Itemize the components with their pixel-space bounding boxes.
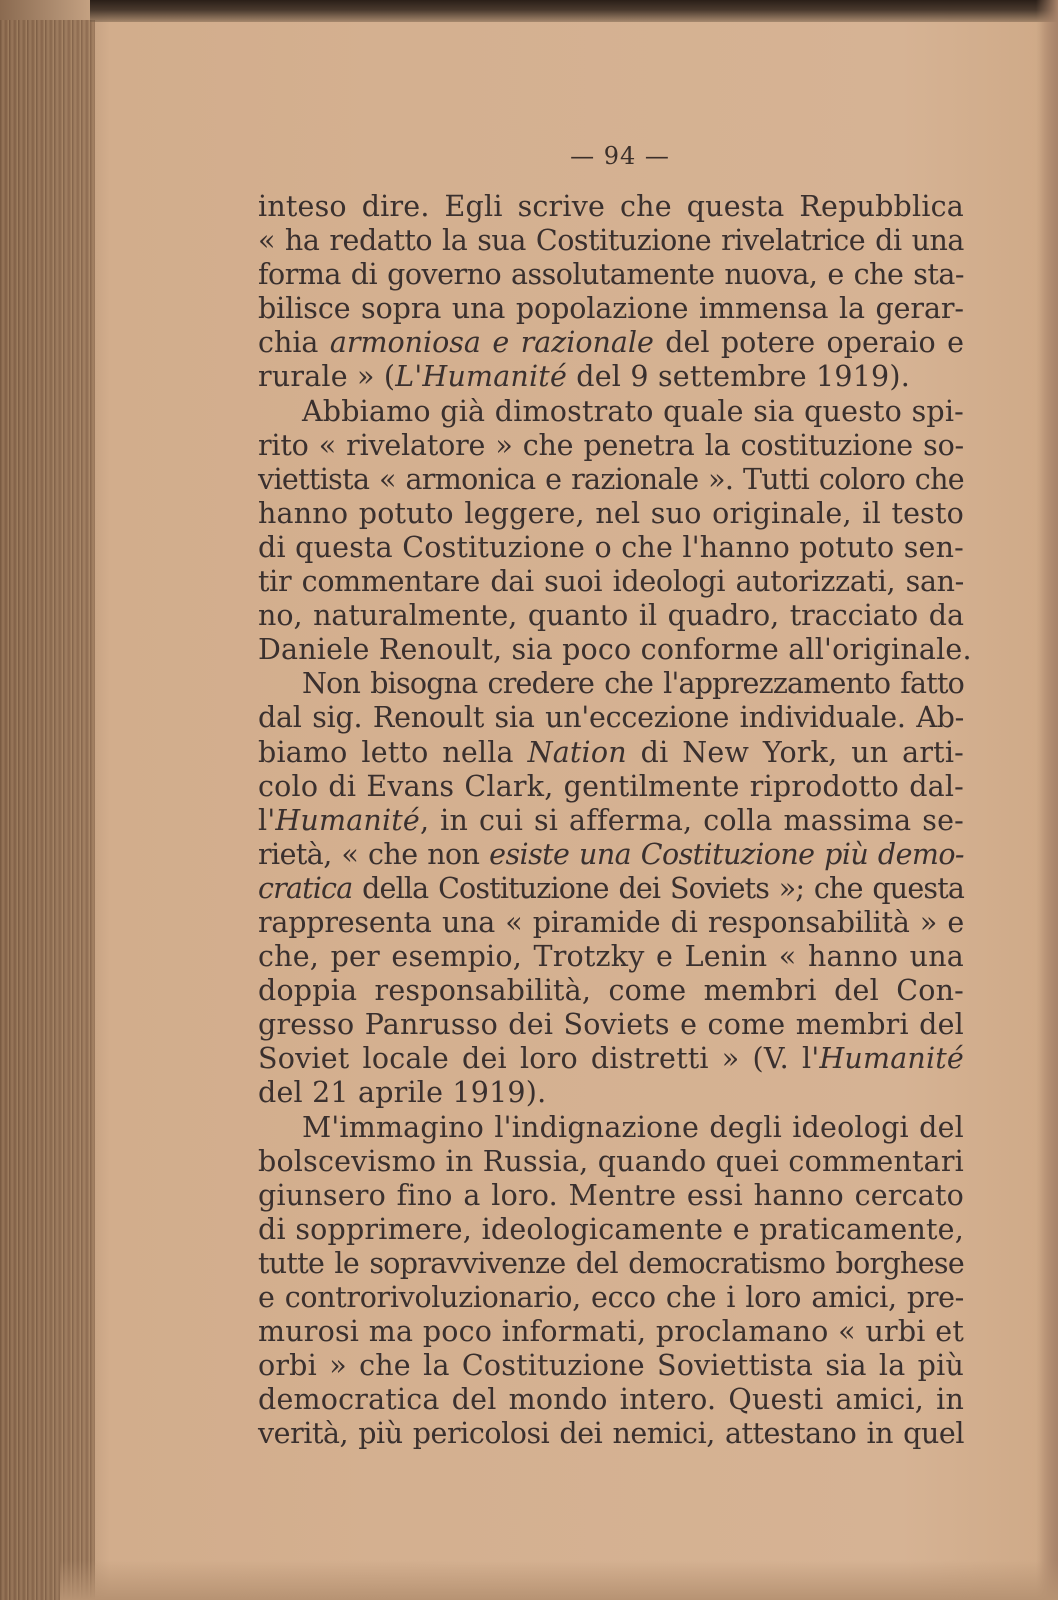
- text-line: [258, 1042, 964, 1076]
- text-line: Abbiamo già dimostrato quale sia questo spi-: [302, 394, 964, 428]
- text-segment: di New York, un arti-: [626, 735, 964, 769]
- text-line: Daniele Renoult, sia poco conforme all'originale.: [258, 633, 972, 667]
- text-line: e controrivoluzionario, ecco che i loro amici, pre-: [258, 1281, 964, 1314]
- text-segment: rurale » (: [258, 360, 396, 394]
- italic-text: L'Humanité: [395, 360, 568, 394]
- text-line: no, naturalmente, quanto il quadro, tracciato da: [258, 599, 964, 633]
- text-line: viettista « armonica e razionale ». Tutti coloro che: [258, 462, 964, 496]
- text-line: di questa Costituzione o che l'hanno potuto sen-: [258, 530, 964, 564]
- body-text: [258, 190, 972, 1451]
- text-line: [258, 736, 964, 770]
- text-line: inteso dire. Egli scrive che questa Repubblica: [258, 190, 964, 223]
- text-line: verità, più pericolosi dei nemici, attestano in quel: [258, 1417, 964, 1451]
- text-line: murosi ma poco informati, proclamano « urbi et: [258, 1315, 964, 1349]
- text-line: bilisce sopra una popolazione immensa la gerar-: [258, 292, 964, 326]
- text-line: di sopprimere, ideologicamente e praticamente,: [258, 1212, 964, 1246]
- text-segment: della Costituzione dei Soviets »; che questa: [352, 871, 964, 905]
- text-line: dal sig. Renoult sia un'eccezione individuale. Ab-: [258, 701, 964, 735]
- text-line: gresso Panrusso dei Soviets e come membri del: [258, 1008, 964, 1042]
- page-edge-left: [0, 20, 95, 1600]
- text-segment: chia: [258, 326, 330, 360]
- text-line: tir commentare dai suoi ideologi autorizzati, san-: [258, 565, 964, 599]
- text-segment: del 9 settembre 1919).: [567, 360, 910, 394]
- text-line: hanno potuto leggere, nel suo originale, il testo: [258, 496, 964, 530]
- text-line: rito « rivelatore » che penetra la costituzione so-: [258, 428, 964, 462]
- page-number: — 94 —: [570, 142, 670, 170]
- italic-text: esiste una Costituzione più demo-: [489, 837, 964, 871]
- text-segment: Soviet locale dei loro distretti » (V. l': [258, 1042, 820, 1076]
- text-line: del 21 aprile 1919).: [258, 1076, 547, 1110]
- text-line: M'immagino l'indignazione degli ideologi del: [302, 1110, 964, 1144]
- text-line: orbi » che la Costituzione Soviettista sia la più: [258, 1349, 964, 1383]
- text-segment: rietà, « che non: [258, 837, 490, 871]
- text-line: forma di governo assolutamente nuova, e che sta-: [258, 258, 964, 292]
- page-edge-bottom: [60, 1560, 1058, 1600]
- text-line: [258, 360, 964, 394]
- text-line: rappresenta una « piramide di responsabilità » e: [258, 905, 964, 939]
- text-line: [258, 872, 964, 906]
- italic-text: cratica: [258, 871, 353, 905]
- text-line: colo di Evans Clark, gentilmente riprodotto dal-: [258, 769, 964, 803]
- text-line: tutte le sopravvivenze del democratismo borghese: [258, 1246, 964, 1280]
- text-line: doppia responsabilità, come membri del Con-: [258, 974, 964, 1008]
- text-segment: , in cui si afferma, colla massima se-: [419, 803, 964, 837]
- text-line: [258, 326, 964, 360]
- text-line: che, per esempio, Trotzky e Lenin « hanno una: [258, 940, 964, 974]
- italic-text: Humanité: [275, 803, 420, 837]
- italic-text: armoniosa e razionale: [329, 326, 654, 360]
- text-line: giunsero fino a loro. Mentre essi hanno cercato: [258, 1178, 964, 1212]
- page-edge-right: [1036, 0, 1058, 1600]
- text-line: democratica del mondo intero. Questi amici, in: [258, 1383, 964, 1417]
- text-line: « ha redatto la sua Costituzione rivelatrice di una: [258, 224, 964, 258]
- text-segment: l': [258, 803, 276, 837]
- italic-text: Nation: [527, 735, 627, 769]
- text-segment: biamo letto nella: [258, 735, 528, 769]
- page-edge-top: [90, 0, 1058, 22]
- text-line: [258, 838, 964, 872]
- italic-text: Humanité: [819, 1042, 964, 1076]
- text-line: bolscevismo in Russia, quando quei commentari: [258, 1144, 964, 1178]
- text-line: [258, 804, 964, 838]
- text-line: Non bisogna credere che l'apprezzamento fatto: [302, 667, 964, 701]
- text-segment: del potere operaio e: [653, 326, 964, 360]
